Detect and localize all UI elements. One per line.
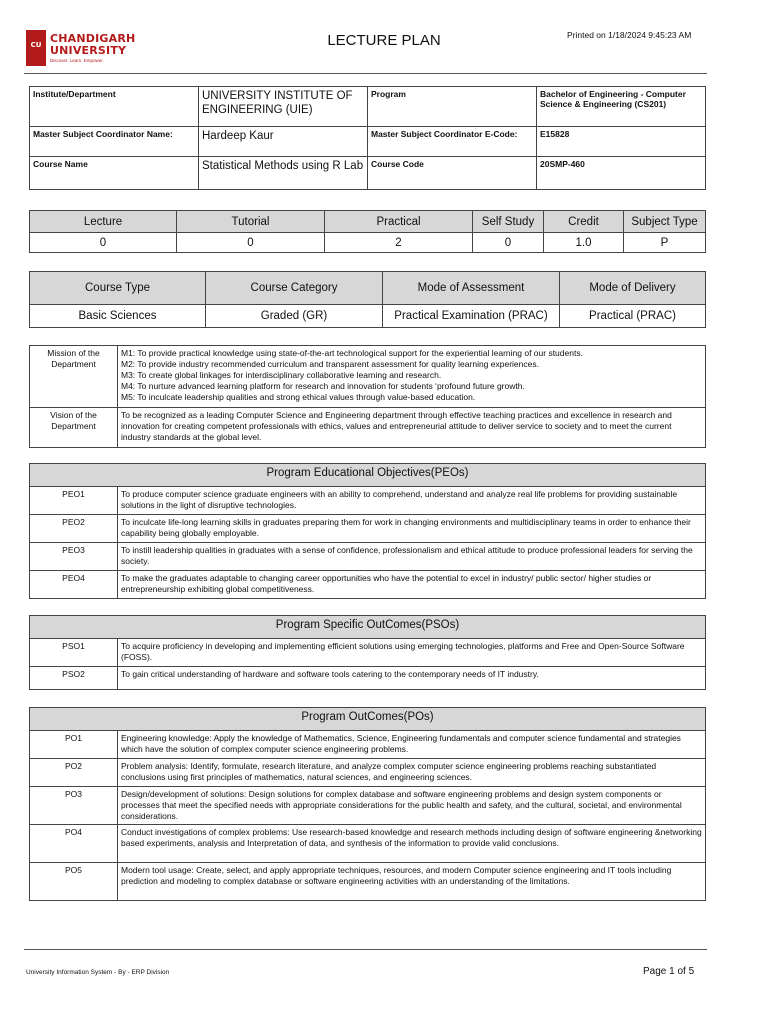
hours-header-tutorial: Tutorial (177, 211, 325, 233)
assessment-mode-header: Mode of Assessment (383, 272, 560, 305)
vision-text: To be recognized as a leading Computer Science and Engineering department through effective teaching practices and excellence in research and innovation for creating competent professionals with ethics, values and entrepreneurial attitude to deliver service to society and to meet the current industry standards at the global level. (118, 408, 706, 448)
logo-line2: UNIVERSITY (50, 44, 127, 57)
po-code: PO3 (30, 787, 118, 825)
printed-timestamp: Printed on 1/18/2024 9:45:23 AM (567, 30, 692, 40)
po-code: PO1 (30, 731, 118, 759)
po-text: Design/development of solutions: Design solutions for complex database and software engineering problems and design system components or processes that meet the specified needs with appropriate considerations for the public health and safety, and the cultural, societal, and environmental considerations. (118, 787, 706, 825)
delivery-mode-header: Mode of Delivery (560, 272, 706, 305)
header-divider (24, 73, 707, 74)
coordinator-label: Master Subject Coordinator Name: (30, 127, 199, 157)
hours-value-tutorial: 0 (177, 233, 325, 253)
peo-text: To inculcate life-long learning skills in graduates preparing them for work in changing environments and multidisciplinary teams in order to enhance their capability being globally employable. (118, 515, 706, 543)
hours-value-self-study: 0 (473, 233, 544, 253)
hours-value-credit: 1.0 (544, 233, 624, 253)
pso-text: To gain critical understanding of hardware and software tools catering to the contemporary needs of IT industry. (118, 667, 706, 690)
mission-item: M4: To nurture advanced learning platform for research and innovation for students ‘profound future growth. (121, 381, 525, 391)
mission-label: Mission of the Department (30, 346, 118, 408)
hours-value-subject-type: P (624, 233, 706, 253)
peo-table (29, 463, 706, 599)
page-title: LECTURE PLAN (327, 32, 441, 49)
course-type-value: Basic Sciences (30, 305, 206, 328)
institute-value: UNIVERSITY INSTITUTE OF ENGINEERING (UIE) (199, 87, 368, 127)
pso-code: PSO2 (30, 667, 118, 690)
po-code: PO5 (30, 863, 118, 901)
po-text: Conduct investigations of complex problems: Use research-based knowledge and research methods including design of software engineering &networking based experiments, analysis and Interpretation of data, and synthesis of the information to provide valid conclusions. (118, 825, 706, 863)
po-text: Problem analysis: Identify, formulate, research literature, and analyze complex computer science engineering problems reaching substantiated conclusions using first principles of mathematics, natural sciences, and engineering sciences. (118, 759, 706, 787)
course-category-value: Graded (GR) (206, 305, 383, 328)
logo-badge-text: CU (30, 41, 42, 49)
course-code-label: Course Code (368, 157, 537, 190)
mission-item: M5: To inculcate leadership qualities and strong ethical values through value-based education. (121, 392, 476, 402)
peo-text: To instill leadership qualities in graduates with a sense of confidence, professionalism and ethical attitude to produce professional leaders for serving the society. (118, 543, 706, 571)
po-text: Engineering knowledge: Apply the knowledge of Mathematics, Science, Engineering fundamentals and computer science fundamental and strategies which have the solution of complex computer science engineering problems. (118, 731, 706, 759)
footer-divider (24, 949, 707, 950)
coordinator-value: Hardeep Kaur (199, 127, 368, 157)
hours-table (29, 210, 706, 253)
hours-header-credit: Credit (544, 211, 624, 233)
institute-label: Institute/Department (30, 87, 199, 127)
ecode-value: E15828 (537, 127, 706, 157)
course-type-table (29, 271, 706, 328)
po-title: Program OutComes(POs) (30, 708, 706, 731)
pso-code: PSO1 (30, 639, 118, 667)
peo-title: Program Educational Objectives(PEOs) (30, 464, 706, 487)
peo-code: PEO3 (30, 543, 118, 571)
mission-vision-table (29, 345, 706, 448)
assessment-mode-value: Practical Examination (PRAC) (383, 305, 560, 328)
pso-text: To acquire proficiency in developing and implementing efficient solutions using emerging technologies, platforms and Free and Open-Source Software (FOSS). (118, 639, 706, 667)
course-code-value: 20SMP-460 (537, 157, 706, 190)
mission-item: M1: To provide practical knowledge using state-of-the-art technological support for the experiential learning of our students. (121, 348, 583, 358)
hours-value-lecture: 0 (30, 233, 177, 253)
pso-table (29, 615, 706, 690)
peo-text: To make the graduates adaptable to changing career opportunities who have the potential to excel in industry/ public sector/ higher studies or entrepreneurship exhibiting global competitiveness. (118, 571, 706, 599)
logo-tagline: Discover. Learn. Empower. (50, 58, 104, 63)
mission-item: M3: To create global linkages for interdisciplinary collaborative learning and research. (121, 370, 442, 380)
vision-label: Vision of the Department (30, 408, 118, 448)
course-name-label: Course Name (30, 157, 199, 190)
course-name-value: Statistical Methods using R Lab (199, 157, 368, 190)
ecode-label: Master Subject Coordinator E-Code: (368, 127, 537, 157)
peo-code: PEO4 (30, 571, 118, 599)
hours-header-lecture: Lecture (30, 211, 177, 233)
po-table (29, 707, 706, 901)
pso-title: Program Specific OutComes(PSOs) (30, 616, 706, 639)
peo-text: To produce computer science graduate engineers with an ability to comprehend, understand and analyze real life problems for providing sustainable solutions in the light of disruptive technologies. (118, 487, 706, 515)
delivery-mode-value: Practical (PRAC) (560, 305, 706, 328)
page-number: Page 1 of 5 (643, 966, 695, 977)
po-text: Modern tool usage: Create, select, and apply appropriate techniques, resources, and modern Computer science engineering and IT tools including prediction and modeling to complex database or software engineering activities with an understanding of the limitations. (118, 863, 706, 901)
course-category-header: Course Category (206, 272, 383, 305)
hours-header-self-study: Self Study (473, 211, 544, 233)
course-type-header: Course Type (30, 272, 206, 305)
mission-item: M2: To provide industry recommended curriculum and transparent assessment for quality learning experiences. (121, 359, 539, 369)
po-code: PO2 (30, 759, 118, 787)
hours-header-practical: Practical (325, 211, 473, 233)
po-code: PO4 (30, 825, 118, 863)
program-label: Program (368, 87, 537, 127)
footer-system-name: University Information System - By - ERP Division (26, 969, 170, 976)
course-info-table (29, 86, 706, 190)
logo-line1: CHANDIGARH (50, 32, 136, 45)
program-value: Bachelor of Engineering - Computer Science & Engineering (CS201) (537, 87, 706, 127)
peo-code: PEO1 (30, 487, 118, 515)
hours-header-subject-type: Subject Type (624, 211, 706, 233)
mission-list (118, 346, 706, 408)
peo-code: PEO2 (30, 515, 118, 543)
hours-value-practical: 2 (325, 233, 473, 253)
